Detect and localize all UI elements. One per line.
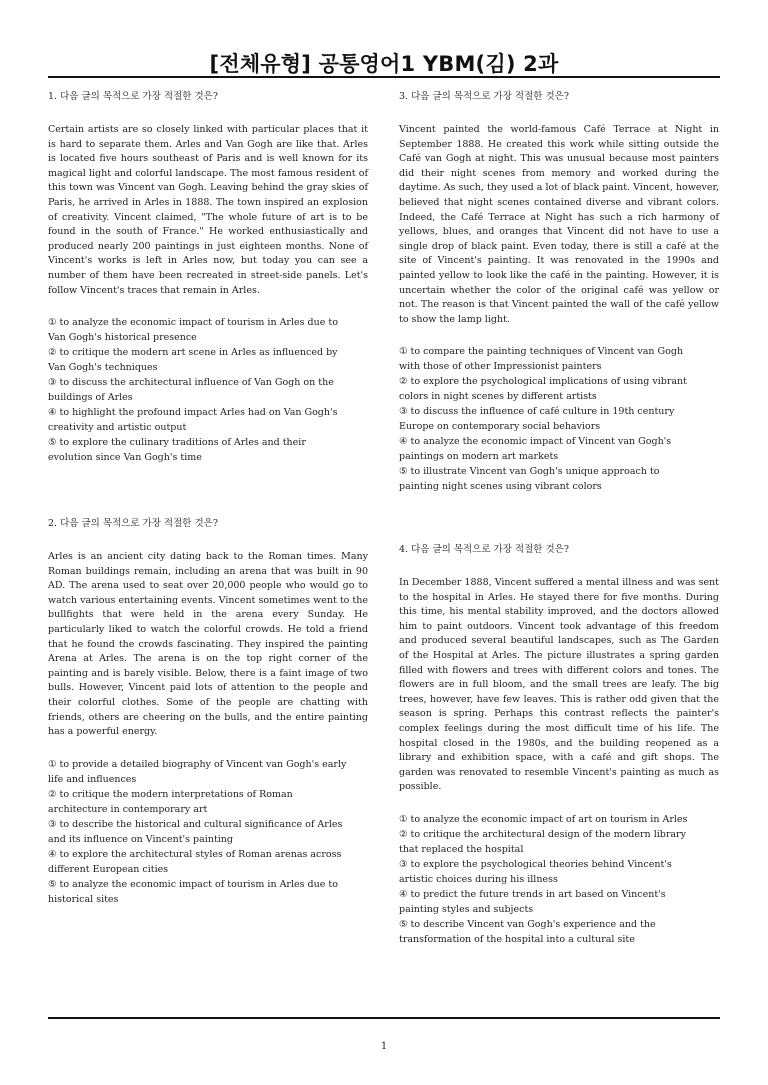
question-passage: Vincent painted the world-famous Café Terrace at Night in September 1888. He created this work while sitting outside the Café van Gogh at night. This was unusual because most painters did their night scenes from memory and worked during the daytime. As such, they used a lot of black paint. Vincent, however, believed that night scenes contained diverse and vibrant colors. Indeed, the Café Terrace at Night has such a rich harmony of yellows, blues, and oranges that Vincent did not have to use a single drop of black paint. Even today, there is still a café at the site of Vincent's painting. It was renovated in the 1990s and painted yellow to look like the café in the painting. However, it is uncertain whether the color of the original café was yellow or not. The reason is that Vincent painted the wall of the café yellow to show the lamp light. bbox=[399, 124, 719, 325]
choice-item[interactable]: ② to critique the modern interpretations of Roman architecture in contemporary art bbox=[48, 788, 293, 815]
header-rule bbox=[48, 76, 720, 78]
choice-item[interactable]: ① to compare the painting techniques of Vincent van Gogh with those of other Impressionist painters bbox=[399, 346, 684, 373]
choice-item[interactable]: ① to analyze the economic impact of art on tourism in Arles bbox=[399, 813, 688, 825]
choice-item[interactable]: ⑤ to describe Vincent van Gogh's experience and the transformation of the hospital into a cultural site bbox=[399, 918, 656, 945]
choice-item[interactable]: ③ to discuss the architectural influence of Van Gogh on the buildings of Arles bbox=[48, 377, 334, 404]
choice-list bbox=[399, 812, 719, 947]
choice-item[interactable]: ① to analyze the economic impact of tourism in Arles due to Van Gogh's historical presence bbox=[48, 317, 338, 344]
question-passage: Certain artists are so closely linked with particular places that it is hard to separate them. Arles and Van Gogh are like that. Arles is located five hours southeast of Paris and is well known for its magical light and colorful landscape. The most famous resident of this town was Vincent van Gogh. Leaving behind the gray skies of Paris, he arrived in Arles in 1888. The town inspired an explosion of creativity. Vincent claimed, "The whole future of art is to be found in the south of France." He worked enthusiastically and produced nearly 200 paintings in just eighteen months. None of Vincent's works is left in Arles now, but today you can see a number of them have been recreated in street-side panels. Let's follow Vincent's traces that remain in Arles. bbox=[48, 124, 368, 296]
choice-list bbox=[399, 344, 719, 494]
question-label: 4. 다음 글의 목적으로 가장 적절한 것은? bbox=[399, 544, 569, 555]
page-title: [전체유형] 공통영어1 YBM(김) 2과 bbox=[209, 52, 559, 76]
choice-item[interactable]: ③ to describe the historical and cultural significance of Arles and its influence on Vincent's painting bbox=[48, 818, 343, 845]
question-label: 3. 다음 글의 목적으로 가장 적절한 것은? bbox=[399, 91, 569, 102]
question-passage: Arles is an ancient city dating back to the Roman times. Many Roman buildings remain, including an arena that was built in 90 AD. The arena used to seat over 20,000 people who would go to watch various entertaining events. Vincent sometimes went to the bullfights that were held in the arena every Sunday. He particularly liked to watch the colorful crowds. He told a friend that he found the crowds fascinating. They inspired the painting Arena at Arles. The arena is on the top right corner of the painting and is barely visible. Below, there is a faint image of two bulls. However, Vincent paid lots of attention to the people and their colorful clothes. Some of the people are chatting with friends, others are cheering on the bulls, and the entire painting has a powerful energy. bbox=[48, 551, 368, 738]
choice-item[interactable]: ② to explore the psychological implications of using vibrant colors in night scenes by different artists bbox=[399, 376, 687, 403]
page-number: 1 bbox=[380, 1041, 388, 1052]
choice-list bbox=[48, 315, 368, 465]
choice-item[interactable]: ⑤ to explore the culinary traditions of Arles and their evolution since Van Gogh's time bbox=[48, 437, 306, 464]
choice-list bbox=[48, 757, 368, 907]
choice-item[interactable]: ④ to explore the architectural styles of Roman arenas across different European cities bbox=[48, 848, 342, 875]
choice-item[interactable]: ④ to predict the future trends in art based on Vincent's painting styles and subjects bbox=[399, 888, 666, 915]
choice-item[interactable]: ③ to discuss the influence of café culture in 19th century Europe on contemporary social behaviors bbox=[399, 406, 675, 433]
choice-item[interactable]: ② to critique the modern art scene in Arles as influenced by Van Gogh's techniques bbox=[48, 347, 338, 374]
question-label: 1. 다음 글의 목적으로 가장 적절한 것은? bbox=[48, 91, 218, 102]
choice-item[interactable]: ⑤ to analyze the economic impact of tourism in Arles due to historical sites bbox=[48, 878, 338, 905]
choice-item[interactable]: ④ to highlight the profound impact Arles had on Van Gogh's creativity and artistic output bbox=[48, 407, 338, 434]
question-2 bbox=[48, 517, 368, 907]
footer-rule bbox=[48, 1017, 720, 1019]
question-passage: In December 1888, Vincent suffered a mental illness and was sent to the hospital in Arles. He stayed there for five months. During this time, his mental stability improved, and the doctors allowed him to paint outdoors. Vincent took advantage of this freedom and produced several beautiful landscapes, such as The Garden of the Hospital at Arles. The picture illustrates a spring garden filled with flowers and trees with different colors and tones. The flowers are in full bloom, and the small trees are leafy. The big trees, however, have few leaves. This is rather odd given that the season is spring. Perhaps this contrast reflects the painter's complex feelings during the most difficult time of his life. The hospital closed in the 1980s, and the building reopened as a library and exhibition space, with a café and gift shops. The garden was renovated to resemble Vincent's painting as much as possible. bbox=[399, 577, 719, 793]
choice-item[interactable]: ⑤ to illustrate Vincent van Gogh's unique approach to painting night scenes using vibrant colors bbox=[399, 466, 660, 493]
question-4 bbox=[399, 543, 719, 947]
question-1 bbox=[48, 90, 368, 465]
choice-item[interactable]: ④ to analyze the economic impact of Vincent van Gogh's paintings on modern art markets bbox=[399, 436, 672, 463]
choice-item[interactable]: ③ to explore the psychological theories behind Vincent's artistic choices during his illness bbox=[399, 858, 672, 885]
choice-item[interactable]: ① to provide a detailed biography of Vincent van Gogh's early life and influences bbox=[48, 758, 347, 785]
question-label: 2. 다음 글의 목적으로 가장 적절한 것은? bbox=[48, 518, 218, 529]
question-3 bbox=[399, 90, 719, 494]
choice-item[interactable]: ② to critique the architectural design of the modern library that replaced the hospital bbox=[399, 828, 686, 855]
